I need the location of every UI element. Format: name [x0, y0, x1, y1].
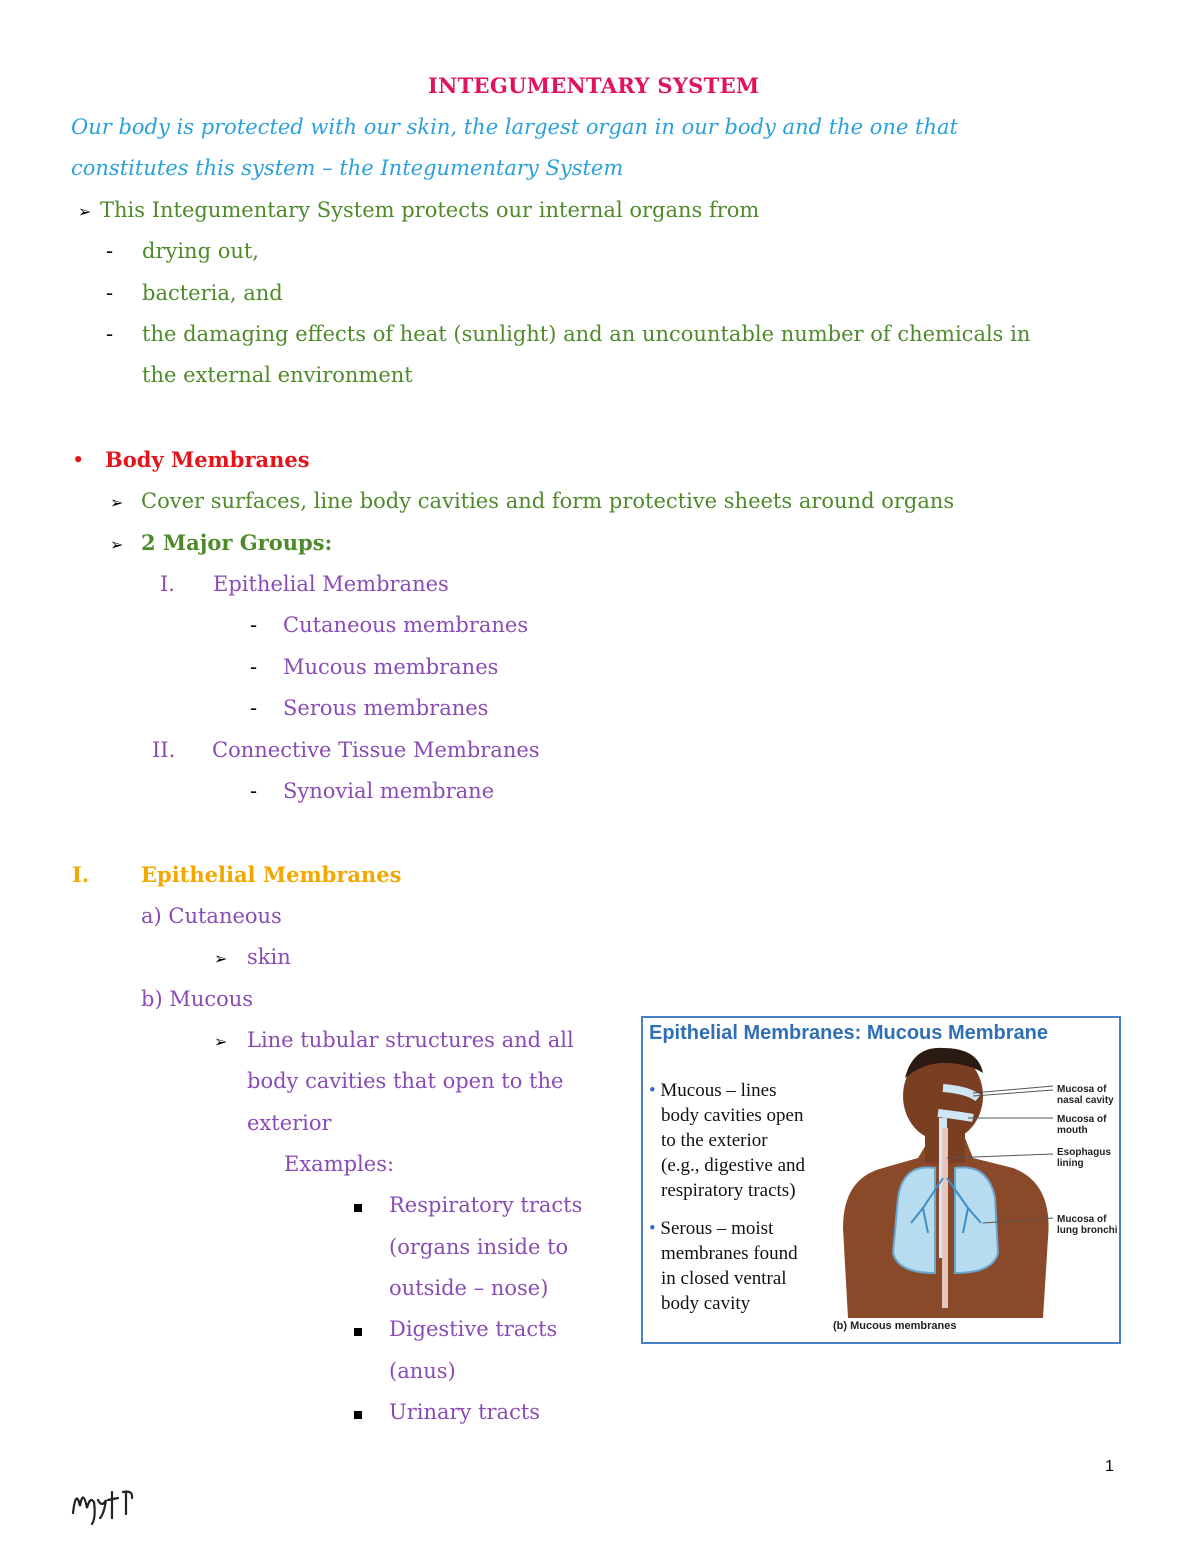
group-2-label: Connective Tissue Membranes [212, 738, 540, 762]
page-title: INTEGUMENTARY SYSTEM [428, 73, 760, 98]
mucous-desc: exterior [247, 1111, 332, 1135]
example-item: Respiratory tracts [354, 1190, 582, 1220]
example-item: Urinary tracts [354, 1397, 540, 1427]
intro-line-1: Our body is protected with our skin, the largest organ in our body and the one that [71, 115, 958, 139]
group-1-num: I. [160, 572, 175, 596]
figure-title: Epithelial Membranes: Mucous Membrane [649, 1022, 1048, 1044]
figure-bullet-1: • Mucous – lines body cavities open to the exterior (e.g., digestive and respiratory tracts) [649, 1080, 806, 1201]
arrow-bullet-icon: ➢ [78, 202, 92, 221]
square-bullet-icon [354, 1411, 362, 1419]
mucous-label: b) Mucous [141, 987, 254, 1011]
mucous-desc: body cavities that open to the [247, 1069, 564, 1093]
examples-label: Examples: [284, 1152, 395, 1176]
protects-item: - the damaging effects of heat (sunlight) and an uncountable number of chemicals in [106, 322, 1031, 346]
body-membranes-desc: ➢ Cover surfaces, line body cavities and form protective sheets around organs [110, 486, 954, 518]
protects-item: - bacteria, and [106, 281, 283, 305]
example-item-cont: (anus) [389, 1359, 456, 1383]
protects-lead: ➢ This Integumentary System protects our internal organs from [78, 195, 759, 227]
label-bronchi-mucosa: Mucosa of lung bronchi [1057, 1214, 1118, 1236]
label-esophagus: Esophagus lining [1057, 1147, 1111, 1169]
arrow-bullet-icon: ➢ [110, 493, 124, 512]
bullet-dot-icon: • [72, 448, 85, 472]
cutaneous-label: a) Cutaneous [141, 904, 282, 928]
group-1-item: - Serous membranes [250, 696, 489, 720]
label-mouth-mucosa: Mucosa of mouth [1057, 1114, 1107, 1136]
intro-line-2: constitutes this system – the Integumentary System [71, 156, 624, 180]
arrow-bullet-icon: ➢ [214, 1032, 228, 1051]
signature [68, 1478, 148, 1528]
body-membranes-heading: • Body Membranes [72, 445, 310, 475]
example-item-cont: (organs inside to [389, 1235, 569, 1259]
major-groups-label: ➢ 2 Major Groups: [110, 528, 332, 560]
mucous-desc: ➢ Line tubular structures and all [214, 1025, 574, 1057]
figure-bullet-2: • Serous – moist membranes found in closed ventral body cavity [649, 1218, 798, 1314]
section-1-num: I. [72, 862, 90, 887]
protects-item: - drying out, [106, 239, 259, 263]
page-number: 1 [1105, 1458, 1114, 1475]
mucous-membrane-figure [641, 1016, 1121, 1344]
group-1-item: - Cutaneous membranes [250, 613, 529, 637]
group-1-item: - Mucous membranes [250, 655, 499, 679]
protects-continuation: the external environment [142, 363, 413, 387]
figure-caption: (b) Mucous membranes [833, 1320, 957, 1332]
section-1-heading: Epithelial Membranes [141, 862, 402, 887]
group-2-num: II. [152, 738, 176, 762]
example-item-cont: outside – nose) [389, 1276, 549, 1300]
label-nasal-mucosa: Mucosa of nasal cavity [1057, 1084, 1114, 1106]
square-bullet-icon [354, 1204, 362, 1212]
square-bullet-icon [354, 1328, 362, 1336]
arrow-bullet-icon: ➢ [214, 949, 228, 968]
arrow-bullet-icon: ➢ [110, 535, 124, 554]
cutaneous-item: ➢ skin [214, 942, 291, 974]
example-item: Digestive tracts [354, 1314, 557, 1344]
human-torso-illustration [643, 1018, 1119, 1342]
group-2-item: - Synovial membrane [250, 779, 495, 803]
group-1-label: Epithelial Membranes [213, 572, 449, 596]
